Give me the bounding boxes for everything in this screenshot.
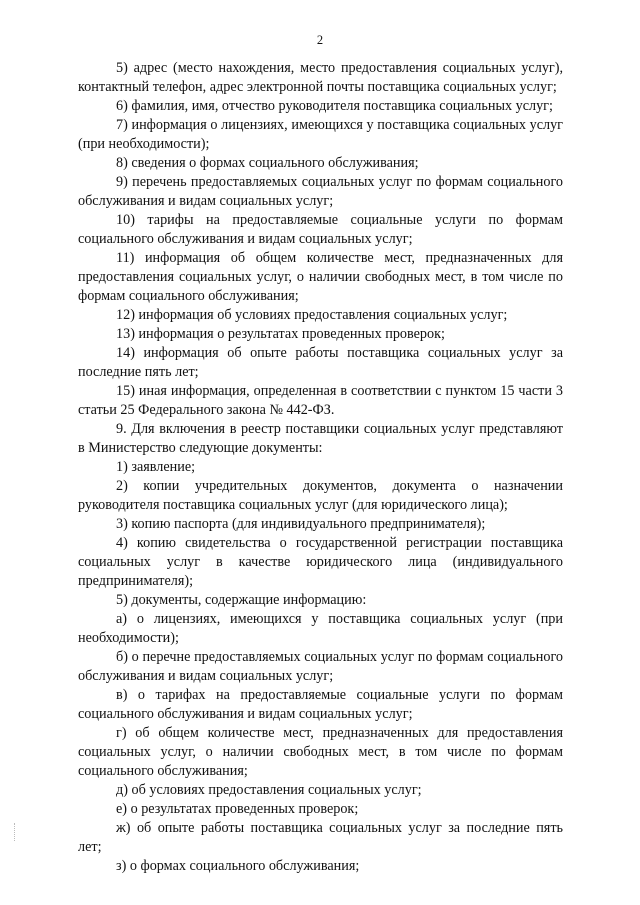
item-13-inspections: 13) информация о результатах проведенных проверок; xyxy=(116,326,445,342)
item-5-address: 5) адрес (место нахождения, место предоставления социальных услуг), контактный телефон, адрес электронной почты поставщика социальных услуг; xyxy=(78,60,563,95)
subitem-v-tariffs: в) о тарифах на предоставляемые социальные услуги по формам социального обслуживания и видам социальных услуг; xyxy=(78,687,563,722)
doc-1-application: 1) заявление; xyxy=(116,459,196,475)
doc-4-registration-certificate: 4) копию свидетельства о государственной регистрации поставщика социальных услуг в качестве юридического лица (индивидуального предпринимателя); xyxy=(78,535,563,589)
item-6-director-name: 6) фамилия, имя, отчество руководителя поставщика социальных услуг; xyxy=(116,98,553,114)
item-11-places: 11) информация об общем количестве мест, предназначенных для предоставления социальных услуг, о наличии свободных мест, в том числе по формам социального обслуживания; xyxy=(78,250,563,304)
subitem-zh-experience: ж) об опыте работы поставщика социальных услуг за последние пять лет; xyxy=(78,820,563,855)
doc-5-information-documents: 5) документы, содержащие информацию: xyxy=(116,592,367,608)
subitem-b-services-list: б) о перечне предоставляемых социальных услуг по формам социального обслуживания и видам социальных услуг; xyxy=(78,649,563,684)
subitem-e-inspections: е) о результатах проведенных проверок; xyxy=(116,801,359,817)
item-12-conditions: 12) информация об условиях предоставления социальных услуг; xyxy=(116,307,508,323)
subitem-a-licenses: а) о лицензиях, имеющихся у поставщика социальных услуг (при необходимости); xyxy=(78,611,563,646)
subitem-g-places: г) об общем количестве мест, предназначенных для предоставления социальных услуг, о наличии свободных мест, в том числе по формам социального обслуживания; xyxy=(78,725,563,779)
doc-3-passport: 3) копию паспорта (для индивидуального предпринимателя); xyxy=(116,516,486,532)
section-9-heading: 9. Для включения в реестр поставщики социальных услуг представляют в Министерство следующие документы: xyxy=(78,421,563,456)
page-number: 2 xyxy=(316,33,324,47)
item-15-other-info: 15) иная информация, определенная в соответствии с пунктом 15 части 3 статьи 25 Федерального закона № 442-ФЗ. xyxy=(78,383,563,418)
document-body xyxy=(78,59,563,876)
scan-margin-mark xyxy=(14,823,18,841)
item-7-licenses: 7) информация о лицензиях, имеющихся у поставщика социальных услуг (при необходимости); xyxy=(78,117,563,152)
subitem-d-conditions: д) об условиях предоставления социальных услуг; xyxy=(116,782,422,798)
doc-2-founding-documents: 2) копии учредительных документов, документа о назначении руководителя поставщика социальных услуг (для юридического лица); xyxy=(78,478,563,513)
item-8-service-forms: 8) сведения о формах социального обслуживания; xyxy=(116,155,419,171)
subitem-z-service-forms: з) о формах социального обслуживания; xyxy=(116,858,360,874)
item-9-services-list: 9) перечень предоставляемых социальных услуг по формам социального обслуживания и видам социальных услуг; xyxy=(78,174,563,209)
item-10-tariffs: 10) тарифы на предоставляемые социальные услуги по формам социального обслуживания и видам социальных услуг; xyxy=(78,212,563,247)
item-14-experience: 14) информация об опыте работы поставщика социальных услуг за последние пять лет; xyxy=(78,345,563,380)
